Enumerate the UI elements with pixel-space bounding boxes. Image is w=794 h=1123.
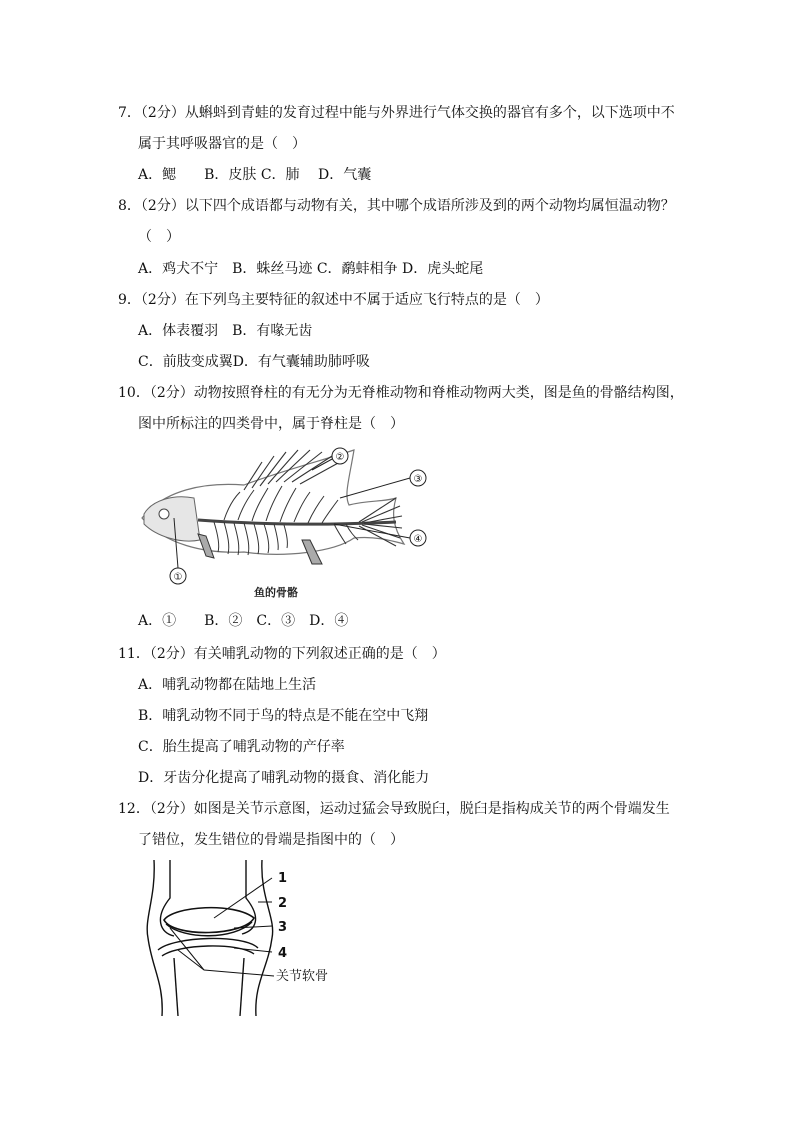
q12-stem-line1: 12．（2分）如图是关节示意图，运动过猛会导致脱臼，脱臼是指构成关节的两个骨端发生 [118, 801, 670, 817]
joint-diagram-figure [134, 858, 364, 1018]
q10-stem-line2: 图中所标注的四类骨中，属于脊柱是（ ） [138, 416, 404, 432]
q11-option-c: C．胎生提高了哺乳动物的产仔率 [138, 739, 345, 755]
joint-cartilage-label: 关节软骨 [276, 969, 329, 984]
q10-options: A．① B．② C．③ D．④ [138, 613, 349, 629]
q7-stem-line1: 7．（2分）从蝌蚪到青蛙的发育过程中能与外界进行气体交换的器官有多个，以下选项中不 [118, 105, 675, 121]
q11-option-d: D．牙齿分化提高了哺乳动物的摄食、消化能力 [138, 770, 430, 786]
fish-skeleton-drawing [142, 450, 410, 568]
joint-label-1: 1 [278, 871, 288, 886]
joint-label-3: 3 [278, 920, 288, 935]
fish-skeleton-figure [134, 440, 434, 605]
q11-option-b: B．哺乳动物不同于鸟的特点是不能在空中飞翔 [138, 708, 429, 724]
fish-label-2-text: ② [335, 452, 345, 463]
q10-stem-line1: 10．（2分）动物按照脊柱的有无分为无脊椎动物和脊椎动物两大类，图是鱼的骨骼结构图， [118, 385, 684, 401]
q9-stem: 9．（2分）在下列鸟主要特征的叙述中不属于适应飞行特点的是（ ） [118, 292, 549, 308]
joint-label-2: 2 [278, 896, 288, 911]
q11-stem: 11．（2分）有关哺乳动物的下列叙述正确的是（ ） [118, 646, 446, 662]
q11-option-a: A．哺乳动物都在陆地上生活 [138, 677, 317, 693]
fish-label-4-text: ④ [413, 534, 423, 545]
q8-stem-line1: 8．（2分）以下四个成语都与动物有关，其中哪个成语所涉及到的两个动物均属恒温动物？ [118, 198, 675, 214]
q8-stem-line2: （ ） [138, 229, 180, 245]
q9-options-cd: C．前肢变成翼D．有气囊辅助肺呼吸 [138, 354, 370, 370]
joint-drawing [147, 860, 274, 1016]
fish-figure-caption: 鱼的骨骼 [254, 586, 298, 599]
q7-options: A．鳃 B．皮肤 C．肺 D．气囊 [138, 167, 372, 183]
fish-label-3-text: ③ [413, 474, 423, 485]
q8-options: A．鸡犬不宁 B．蛛丝马迹 C．鹬蚌相争 D．虎头蛇尾 [138, 261, 484, 277]
q7-stem-line2: 属于其呼吸器官的是（ ） [138, 136, 306, 152]
fish-label-1-text: ① [173, 572, 183, 583]
joint-label-4: 4 [278, 946, 288, 961]
q9-options-ab: A．体表覆羽 B．有喙无齿 [138, 323, 313, 339]
q12-stem-line2: 了错位，发生错位的骨端是指图中的（ ） [138, 832, 404, 848]
